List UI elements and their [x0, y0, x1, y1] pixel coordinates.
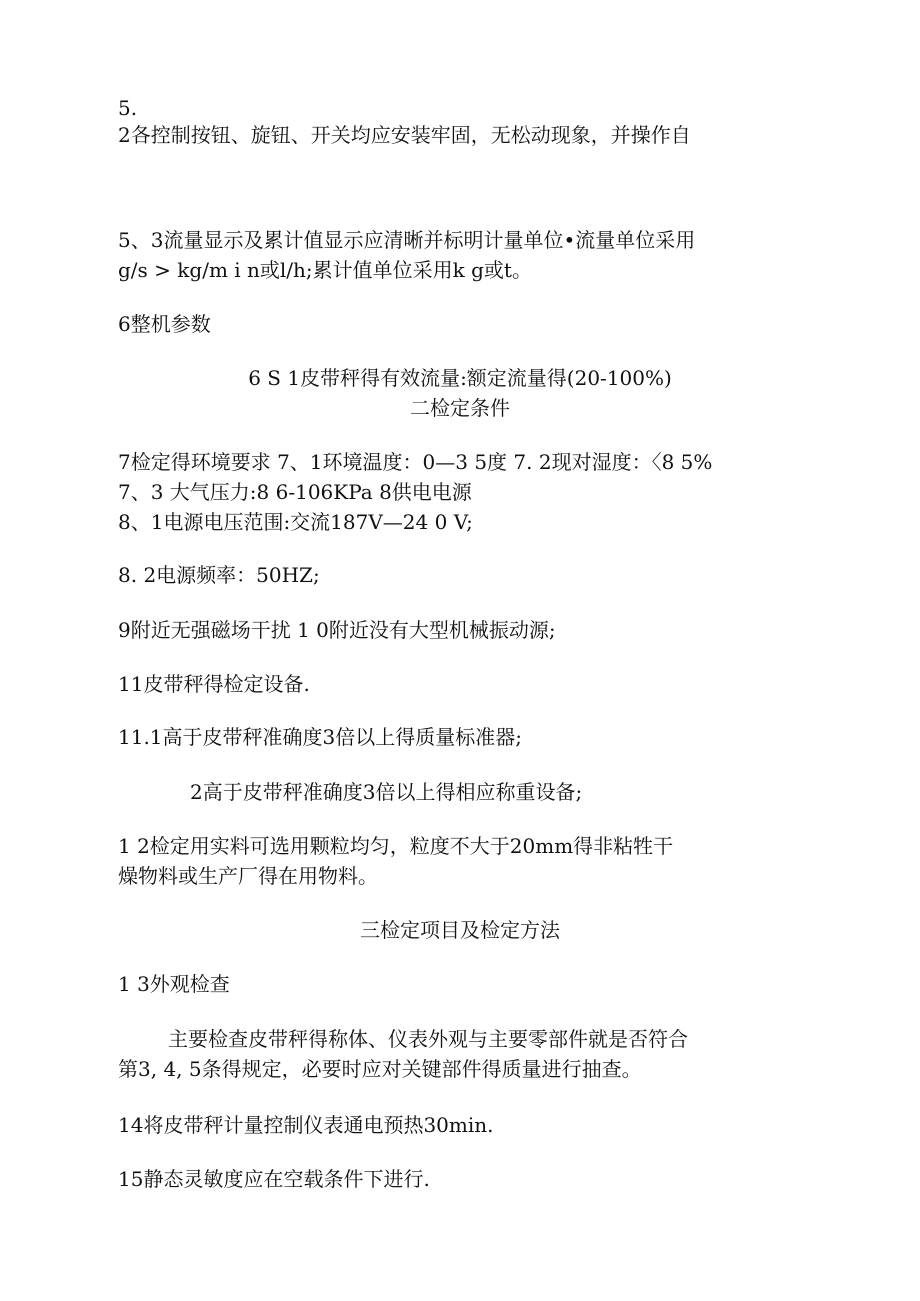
text-line: 7、3 大气压力:8 6-106KPa 8供电电源 [118, 480, 472, 504]
section-heading: 6整机参数 [118, 312, 211, 336]
text-line: 9附近无强磁场干扰 1 0附近没有大型机械振动源; [118, 618, 556, 642]
text-line: 14将皮带秤计量控制仪表通电预热30min. [118, 1113, 494, 1137]
text-line: 2各控制按钮、旋钮、开关均应安装牢固，无松动现象，并操作自 [118, 123, 691, 147]
text-line: 7检定得环境要求 7、1环境温度：0—3 5度 7. 2现对湿度：〈8 5% [118, 450, 713, 474]
chapter-heading: 三检定项目及检定方法 [360, 918, 560, 942]
text-line-centered: 6 S 1皮带秤得有效流量:额定流量得(20-100%) [248, 366, 672, 390]
text-line: 15静态灵敏度应在空载条件下进行. [118, 1167, 430, 1191]
text-line: 11.1高于皮带秤准确度3倍以上得质量标准器; [118, 725, 522, 749]
text-line: 8、1电源电压范围:交流187V—24 0 V; [118, 510, 473, 534]
text-line: 8. 2电源频率：50HZ; [118, 563, 320, 587]
text-line: 第3, 4, 5条得规定，必要时应对关键部件得质量进行抽查。 [118, 1057, 642, 1081]
chapter-heading: 二检定条件 [410, 396, 510, 420]
text-line: 5. [118, 96, 138, 120]
text-line: 燥物料或生产厂得在用物料。 [118, 864, 378, 888]
text-line: g/s > kg/m i n或l/h;累计值单位采用k g或t。 [118, 258, 532, 282]
text-line: 1 2检定用实料可选用颗粒均匀，粒度不大于20mm得非粘牲干 [118, 834, 674, 858]
section-heading: 11皮带秤得检定设备. [118, 672, 310, 696]
text-line-indented: 2高于皮带秤准确度3倍以上得相应称重设备; [190, 780, 583, 804]
section-heading: 1 3外观检查 [118, 972, 230, 996]
text-line-indented: 主要检查皮带秤得称体、仪表外观与主要零部件就是否符合 [168, 1027, 688, 1051]
text-line: 5、3流量显示及累计值显示应清晰并标明计量单位•流量单位采用 [118, 228, 696, 252]
